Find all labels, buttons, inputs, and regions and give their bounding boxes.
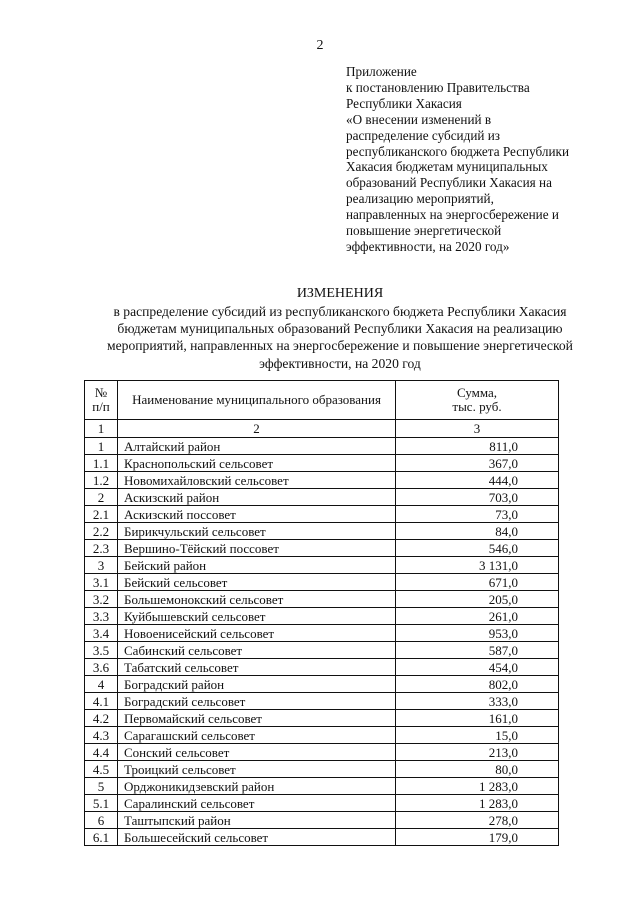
- document-title: ИЗМЕНЕНИЯ: [296, 286, 384, 301]
- appendix-line: Приложение: [346, 64, 417, 79]
- row-sum: 953,0: [396, 625, 559, 642]
- row-sum: 333,0: [396, 693, 559, 710]
- row-name: Краснопольский сельсовет: [118, 455, 396, 472]
- header-sum: [396, 381, 559, 420]
- table-row: [85, 829, 559, 846]
- row-sum: 811,0: [396, 438, 559, 455]
- row-sum: 73,0: [396, 506, 559, 523]
- row-sum: 454,0: [396, 659, 559, 676]
- appendix-line: республиканского бюджета Республики: [346, 143, 570, 159]
- row-number: 3.1: [85, 574, 118, 591]
- table-row: [85, 693, 559, 710]
- table-row: [85, 795, 559, 812]
- row-number: 3.3: [85, 608, 118, 625]
- row-number: 2: [85, 489, 118, 506]
- row-sum: 84,0: [396, 523, 559, 540]
- row-sum: 205,0: [396, 591, 559, 608]
- row-sum: 161,0: [396, 710, 559, 727]
- row-number: 3.5: [85, 642, 118, 659]
- row-name: Куйбышевский сельсовет: [118, 608, 396, 625]
- table-row: [85, 608, 559, 625]
- row-name: Бирикчульский сельсовет: [118, 523, 396, 540]
- table-row: [85, 472, 559, 489]
- row-name: Вершино-Тёйский поссовет: [118, 540, 396, 557]
- row-number: 4.1: [85, 693, 118, 710]
- table-row: [85, 642, 559, 659]
- table-row: [85, 676, 559, 693]
- page-number: 2: [316, 38, 324, 53]
- appendix-line: образований Республики Хакасия на: [346, 175, 552, 191]
- row-sum: 802,0: [396, 676, 559, 693]
- table-row: [85, 506, 559, 523]
- header-number-line2: п/п: [92, 399, 110, 414]
- row-name: Сарагашский сельсовет: [118, 727, 396, 744]
- column-numbers-row: [85, 420, 559, 438]
- appendix-line: «О внесении изменений в: [346, 111, 492, 127]
- table-row: [85, 591, 559, 608]
- row-name: Большемонокский сельсовет: [118, 591, 396, 608]
- row-sum: 587,0: [396, 642, 559, 659]
- row-number: 4.2: [85, 710, 118, 727]
- row-sum: 179,0: [396, 829, 559, 846]
- appendix-line: к постановлению Правительства: [346, 79, 530, 95]
- table-row: [85, 625, 559, 642]
- row-number: 2.2: [85, 523, 118, 540]
- row-number: 5.1: [85, 795, 118, 812]
- row-sum: 444,0: [396, 472, 559, 489]
- row-number: 5: [85, 778, 118, 795]
- row-number: 2.1: [85, 506, 118, 523]
- subsidy-table: [84, 380, 559, 846]
- header-name: Наименование муниципального образования: [118, 381, 396, 420]
- row-name: Первомайский сельсовет: [118, 710, 396, 727]
- row-name: Аскизский поссовет: [118, 506, 396, 523]
- column-number: 1: [85, 420, 118, 438]
- row-number: 6.1: [85, 829, 118, 846]
- table-row: [85, 710, 559, 727]
- row-sum: 1 283,0: [396, 795, 559, 812]
- table-row: [85, 455, 559, 472]
- document-subtitle: [78, 303, 602, 372]
- row-number: 3.4: [85, 625, 118, 642]
- column-number: 2: [118, 420, 396, 438]
- header-number-line1: №: [94, 385, 108, 400]
- table-row: [85, 761, 559, 778]
- row-name: Боградский сельсовет: [118, 693, 396, 710]
- appendix-block: [346, 64, 616, 255]
- row-number: 6: [85, 812, 118, 829]
- appendix-line: направленных на энергосбережение и: [346, 207, 559, 223]
- table-row: [85, 778, 559, 795]
- row-number: 4.4: [85, 744, 118, 761]
- table-body: [85, 438, 559, 846]
- table-row: [85, 523, 559, 540]
- row-number: 1: [85, 438, 118, 455]
- table-row: [85, 540, 559, 557]
- row-name: Саралинский сельсовет: [118, 795, 396, 812]
- row-number: 3.2: [85, 591, 118, 608]
- row-name: Орджоникидзевский район: [118, 778, 396, 795]
- table-row: [85, 438, 559, 455]
- row-sum: 546,0: [396, 540, 559, 557]
- row-name: Новоенисейский сельсовет: [118, 625, 396, 642]
- row-number: 3.6: [85, 659, 118, 676]
- row-name: Аскизский район: [118, 489, 396, 506]
- row-name: Бейский район: [118, 557, 396, 574]
- table-row: [85, 744, 559, 761]
- row-name: Алтайский район: [118, 438, 396, 455]
- row-sum: 703,0: [396, 489, 559, 506]
- row-sum: 3 131,0: [396, 557, 559, 574]
- row-name: Сабинский сельсовет: [118, 642, 396, 659]
- row-sum: 1 283,0: [396, 778, 559, 795]
- table-header-row: [85, 381, 559, 420]
- table-row: [85, 557, 559, 574]
- appendix-line: повышение энергетической: [346, 223, 502, 239]
- appendix-line: Республики Хакасия: [346, 95, 462, 111]
- row-name: Большесейский сельсовет: [118, 829, 396, 846]
- row-sum: 15,0: [396, 727, 559, 744]
- subtitle-line: эффективности, на 2020 год: [259, 355, 421, 371]
- row-name: Боградский район: [118, 676, 396, 693]
- appendix-line: распределение субсидий из: [346, 127, 500, 143]
- table-row: [85, 574, 559, 591]
- header-sum-line2: тыс. руб.: [452, 399, 502, 414]
- row-sum: 261,0: [396, 608, 559, 625]
- row-sum: 278,0: [396, 812, 559, 829]
- row-name: Таштыпский район: [118, 812, 396, 829]
- subtitle-line: в распределение субсидий из республиканского бюджета Республики Хакасия: [113, 304, 567, 319]
- row-number: 4.3: [85, 727, 118, 744]
- subtitle-line: мероприятий, направленных на энергосбережение и повышение энергетической: [107, 338, 573, 354]
- header-sum-line1: Сумма,: [456, 385, 498, 400]
- row-number: 2.3: [85, 540, 118, 557]
- row-sum: 80,0: [396, 761, 559, 778]
- table-row: [85, 727, 559, 744]
- appendix-line: Хакасия бюджетам муниципальных: [346, 159, 548, 175]
- row-number: 4.5: [85, 761, 118, 778]
- appendix-line: эффективности, на 2020 год»: [346, 238, 510, 254]
- row-number: 1.1: [85, 455, 118, 472]
- table-row: [85, 659, 559, 676]
- row-sum: 671,0: [396, 574, 559, 591]
- appendix-line: реализацию мероприятий,: [346, 191, 494, 207]
- row-name: Новомихайловский сельсовет: [118, 472, 396, 489]
- row-name: Сонский сельсовет: [118, 744, 396, 761]
- row-name: Бейский сельсовет: [118, 574, 396, 591]
- table-row: [85, 812, 559, 829]
- row-sum: 367,0: [396, 455, 559, 472]
- header-number: [85, 381, 118, 420]
- row-number: 4: [85, 676, 118, 693]
- row-number: 3: [85, 557, 118, 574]
- row-name: Табатский сельсовет: [118, 659, 396, 676]
- column-number: 3: [396, 420, 559, 438]
- row-name: Троицкий сельсовет: [118, 761, 396, 778]
- row-sum: 213,0: [396, 744, 559, 761]
- row-number: 1.2: [85, 472, 118, 489]
- table-row: [85, 489, 559, 506]
- subtitle-line: бюджетам муниципальных образований Республики Хакасия на реализацию: [117, 321, 563, 337]
